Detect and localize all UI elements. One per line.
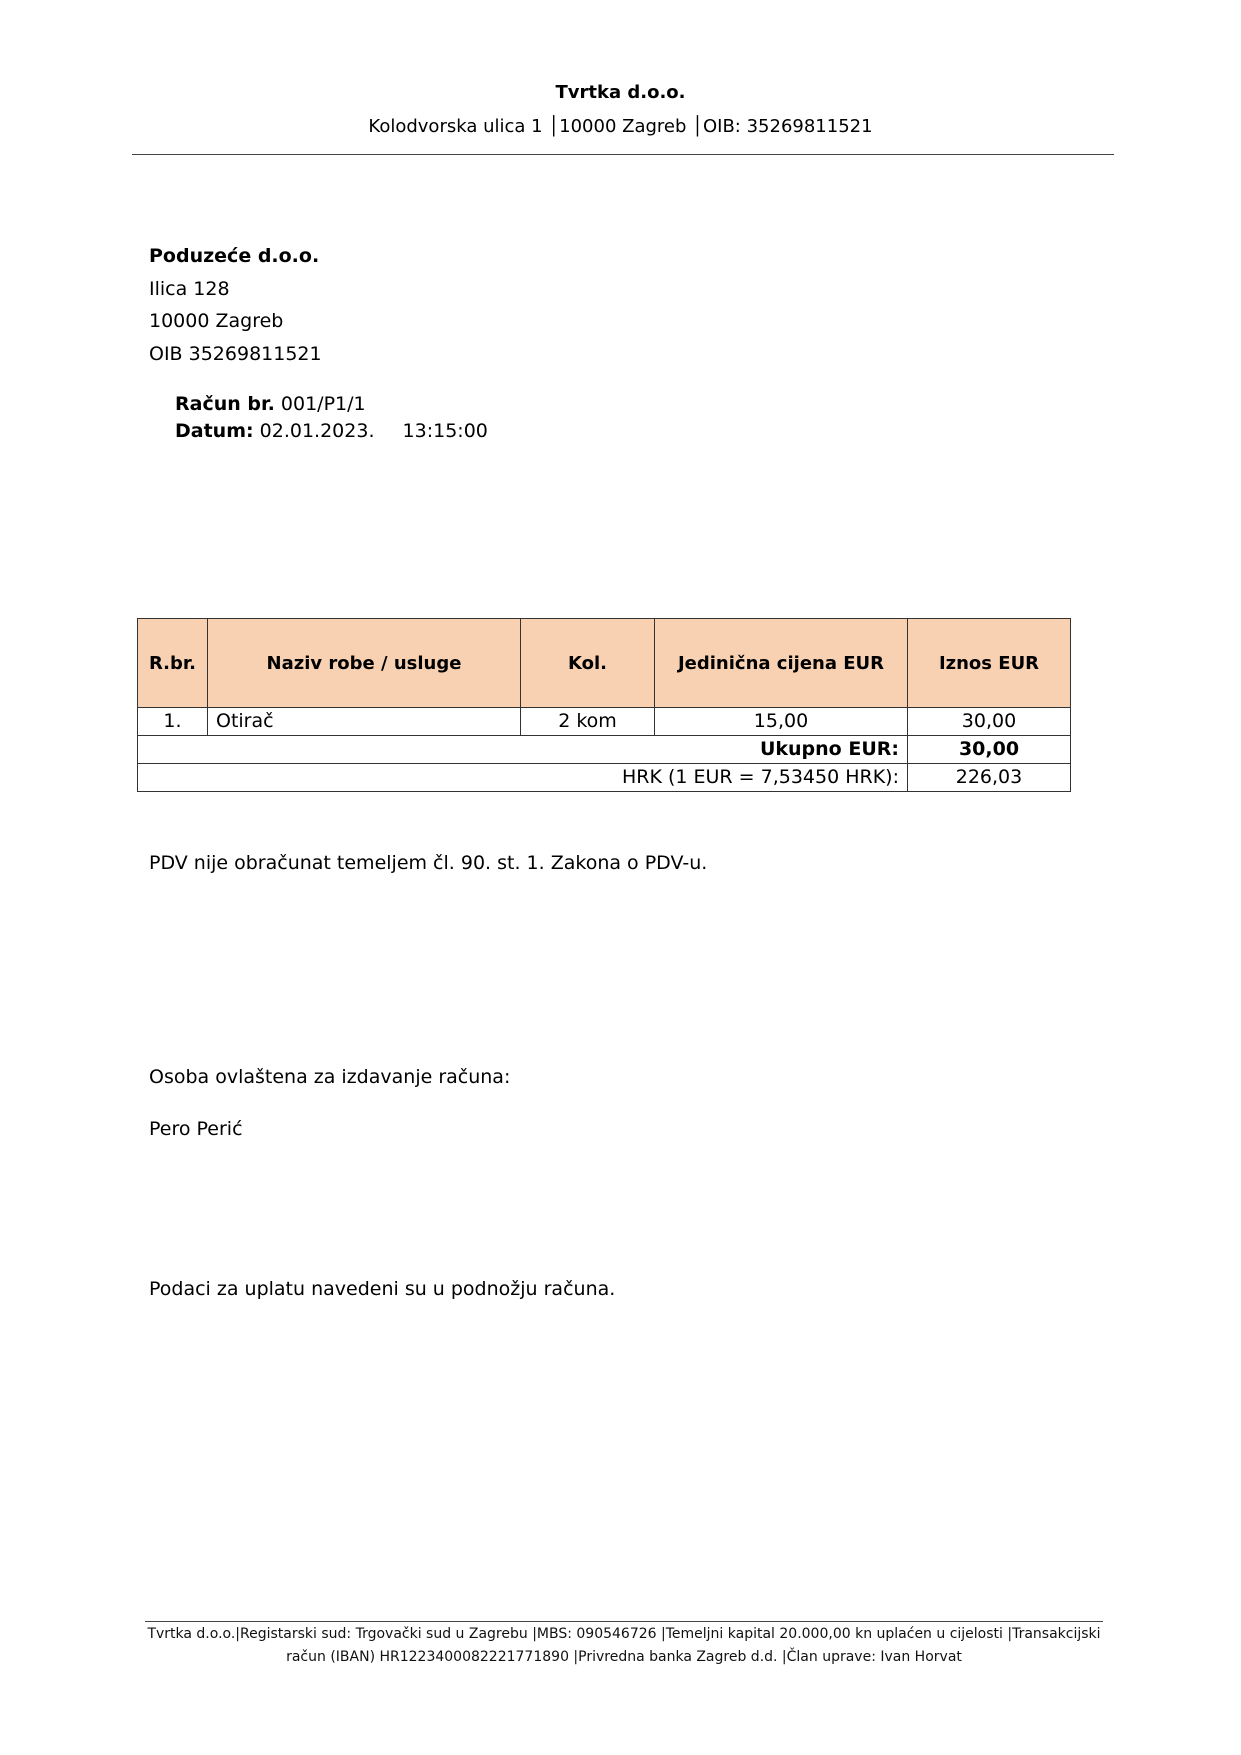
table-header-row: [138, 619, 1071, 708]
header-amount: Iznos EUR: [908, 619, 1071, 708]
invoice-number-label: Račun br.: [175, 393, 275, 415]
invoice-meta: [175, 391, 488, 445]
footer-line-2: račun (IBAN) HR1223400082221771890 |Privredna banka Zagreb d.d. |Član uprave: Ivan Horvat: [286, 1649, 962, 1665]
authorized-person-label: Osoba ovlaštena za izdavanje računa:: [149, 1066, 511, 1088]
hrk-label: HRK (1 EUR = 7,53450 HRK):: [138, 764, 908, 792]
row-quantity: 2 kom: [521, 708, 655, 736]
footer: [145, 1623, 1103, 1669]
row-rbr: 1.: [138, 708, 208, 736]
total-value: 30,00: [908, 736, 1071, 764]
row-amount: 30,00: [908, 708, 1071, 736]
header-divider: [132, 154, 1114, 155]
row-item-name: Otirač: [208, 708, 521, 736]
recipient-block: [149, 240, 322, 370]
recipient-name: Poduzeće d.o.o.: [149, 245, 320, 267]
company-name: Tvrtka d.o.o.: [555, 82, 686, 103]
invoice-number: 001/P1/1: [280, 393, 366, 415]
footer-line-1: Tvrtka d.o.o.|Registarski sud: Trgovački sud u Zagrebu |MBS: 090546726 |Temeljni kapital 20.000,00 kn uplaćen u cijelosti |Transakcijski: [147, 1626, 1101, 1642]
total-row: [138, 736, 1071, 764]
header-unit-price: Jedinična cijena EUR: [655, 619, 908, 708]
authorized-person-name: Pero Perić: [149, 1118, 243, 1140]
invoice-time: 13:15:00: [402, 420, 488, 442]
row-unit-price: 15,00: [655, 708, 908, 736]
hrk-row: [138, 764, 1071, 792]
recipient-city: 10000 Zagreb: [149, 310, 284, 332]
invoice-number-line: [175, 391, 488, 418]
table-row: [138, 708, 1071, 736]
recipient-oib: OIB 35269811521: [149, 342, 322, 365]
header-item-name: Naziv robe / usluge: [208, 619, 521, 708]
recipient-street: Ilica 128: [149, 277, 230, 300]
invoice-date: 02.01.2023.: [259, 420, 375, 442]
items-table: [137, 618, 1071, 792]
footer-divider: [145, 1621, 1103, 1622]
hrk-value: 226,03: [908, 764, 1071, 792]
company-address: Kolodvorska ulica 1 │10000 Zagreb │OIB: 35269811521: [368, 116, 873, 137]
header-quantity: Kol.: [521, 619, 655, 708]
invoice-date-line: [175, 418, 488, 445]
payment-note: Podaci za uplatu navedeni su u podnožju računa.: [149, 1278, 616, 1300]
total-label: Ukupno EUR:: [138, 736, 908, 764]
vat-note: PDV nije obračunat temeljem čl. 90. st. 1. Zakona o PDV-u.: [149, 852, 708, 874]
header-rbr: R.br.: [138, 619, 208, 708]
invoice-date-label: Datum:: [175, 420, 254, 442]
